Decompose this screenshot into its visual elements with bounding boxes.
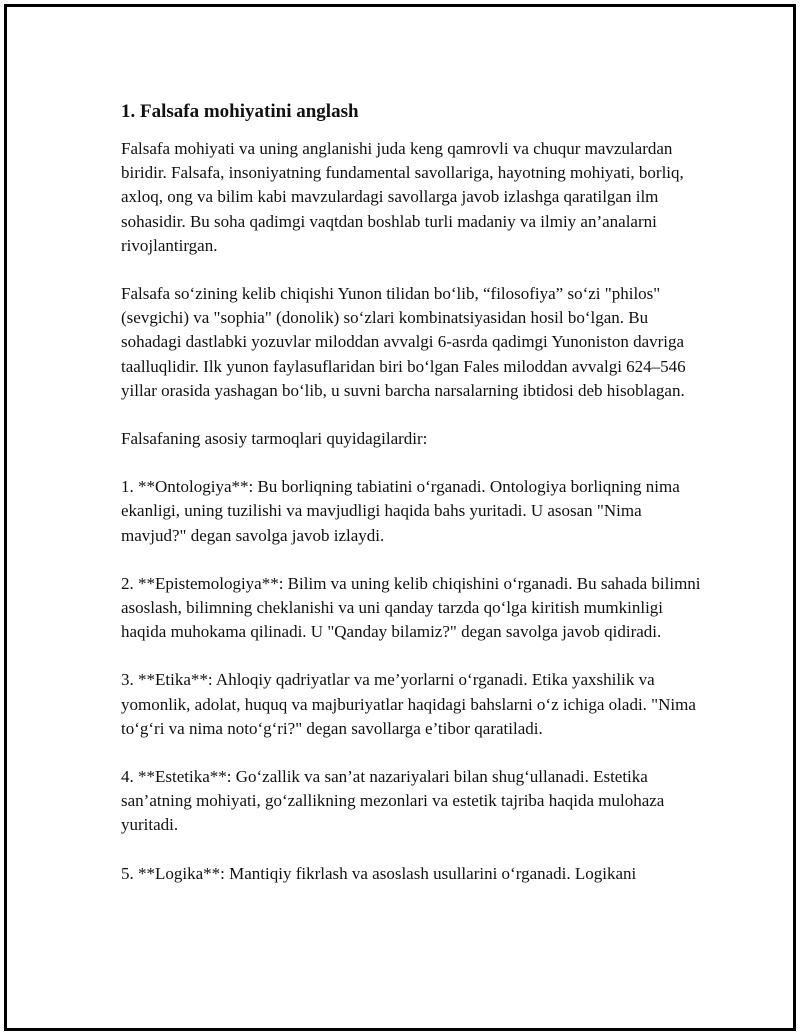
aesthetics-paragraph: 4. **Estetika**: Go‘zallik va san’at nazariyalari bilan shug‘ullanadi. Estetika san’atning mohiyati, go‘zallikning mezonlari va estetik tajriba haqida mulohaza yuritadi. <box>121 767 665 835</box>
branches-intro-paragraph: Falsafaning asosiy tarmoqlari quyidagilardir: <box>121 429 428 449</box>
intro-paragraph: Falsafa mohiyati va uning anglanishi juda keng qamrovli va chuqur mavzulardan biridir. Falsafa, insoniyatning fundamental savollariga, hayotning mohiyati, borliq, axloq, ong va bilim kabi mavzulardagi savollarga javob izlashga qaratilgan ilm sohasidir. Bu soha qadimgi vaqtdan boshlab turli madaniy va ilmiy an’analarni rivojlantirgan. <box>121 139 684 255</box>
ethics-paragraph: 3. **Etika**: Ahloqiy qadriyatlar va me’yorlarni o‘rganadi. Etika yaxshilik va yomonlik, adolat, huquq va majburiyatlar haqidagi bahslarni o‘z ichiga oladi. "Nima to‘g‘ri va nima noto‘g‘ri?" degan savollarga e’tibor qaratiladi. <box>121 670 696 738</box>
logic-paragraph: 5. **Logika**: Mantiqiy fikrlash va asoslash usullarini o‘rganadi. Logikani <box>121 863 637 883</box>
document-body <box>121 99 701 910</box>
etymology-paragraph: Falsafa so‘zining kelib chiqishi Yunon tilidan bo‘lib, “filosofiya” so‘zi "philos" (sevgichi) va "sophia" (donolik) so‘zlari kombinatsiyasidan hosil bo‘lgan. Bu sohadagi dastlabki yozuvlar miloddan avvalgi 6-asrda qadimgi Yunoniston davriga taalluqlidir. Ilk yunon faylasuflaridan biri bo‘lgan Fales miloddan avvalgi 624–546 yillar orasida yashagan bo‘lib, u suvni barcha narsalarning ibtidosi deb hisoblagan. <box>121 284 686 400</box>
ontology-paragraph: 1. **Ontologiya**: Bu borliqning tabiatini o‘rganadi. Ontologiya borliqning nima ekanligi, uning tuzilishi va mavjudligi haqida bahs yuritadi. U asosan "Nima mavjud?" degan savolga javob izlaydi. <box>121 477 680 545</box>
document-page <box>4 4 796 1031</box>
epistemology-paragraph: 2. **Epistemologiya**: Bilim va uning kelib chiqishini o‘rganadi. Bu sahada bilimni asoslash, bilimning cheklanishi va uni qanday tarzda qo‘lga kiritish mumkinligi haqida muhokama qilinadi. U "Qanday bilamiz?" degan savolga javob qidiradi. <box>121 573 701 642</box>
section-heading: 1. Falsafa mohiyatini anglash <box>121 101 359 122</box>
